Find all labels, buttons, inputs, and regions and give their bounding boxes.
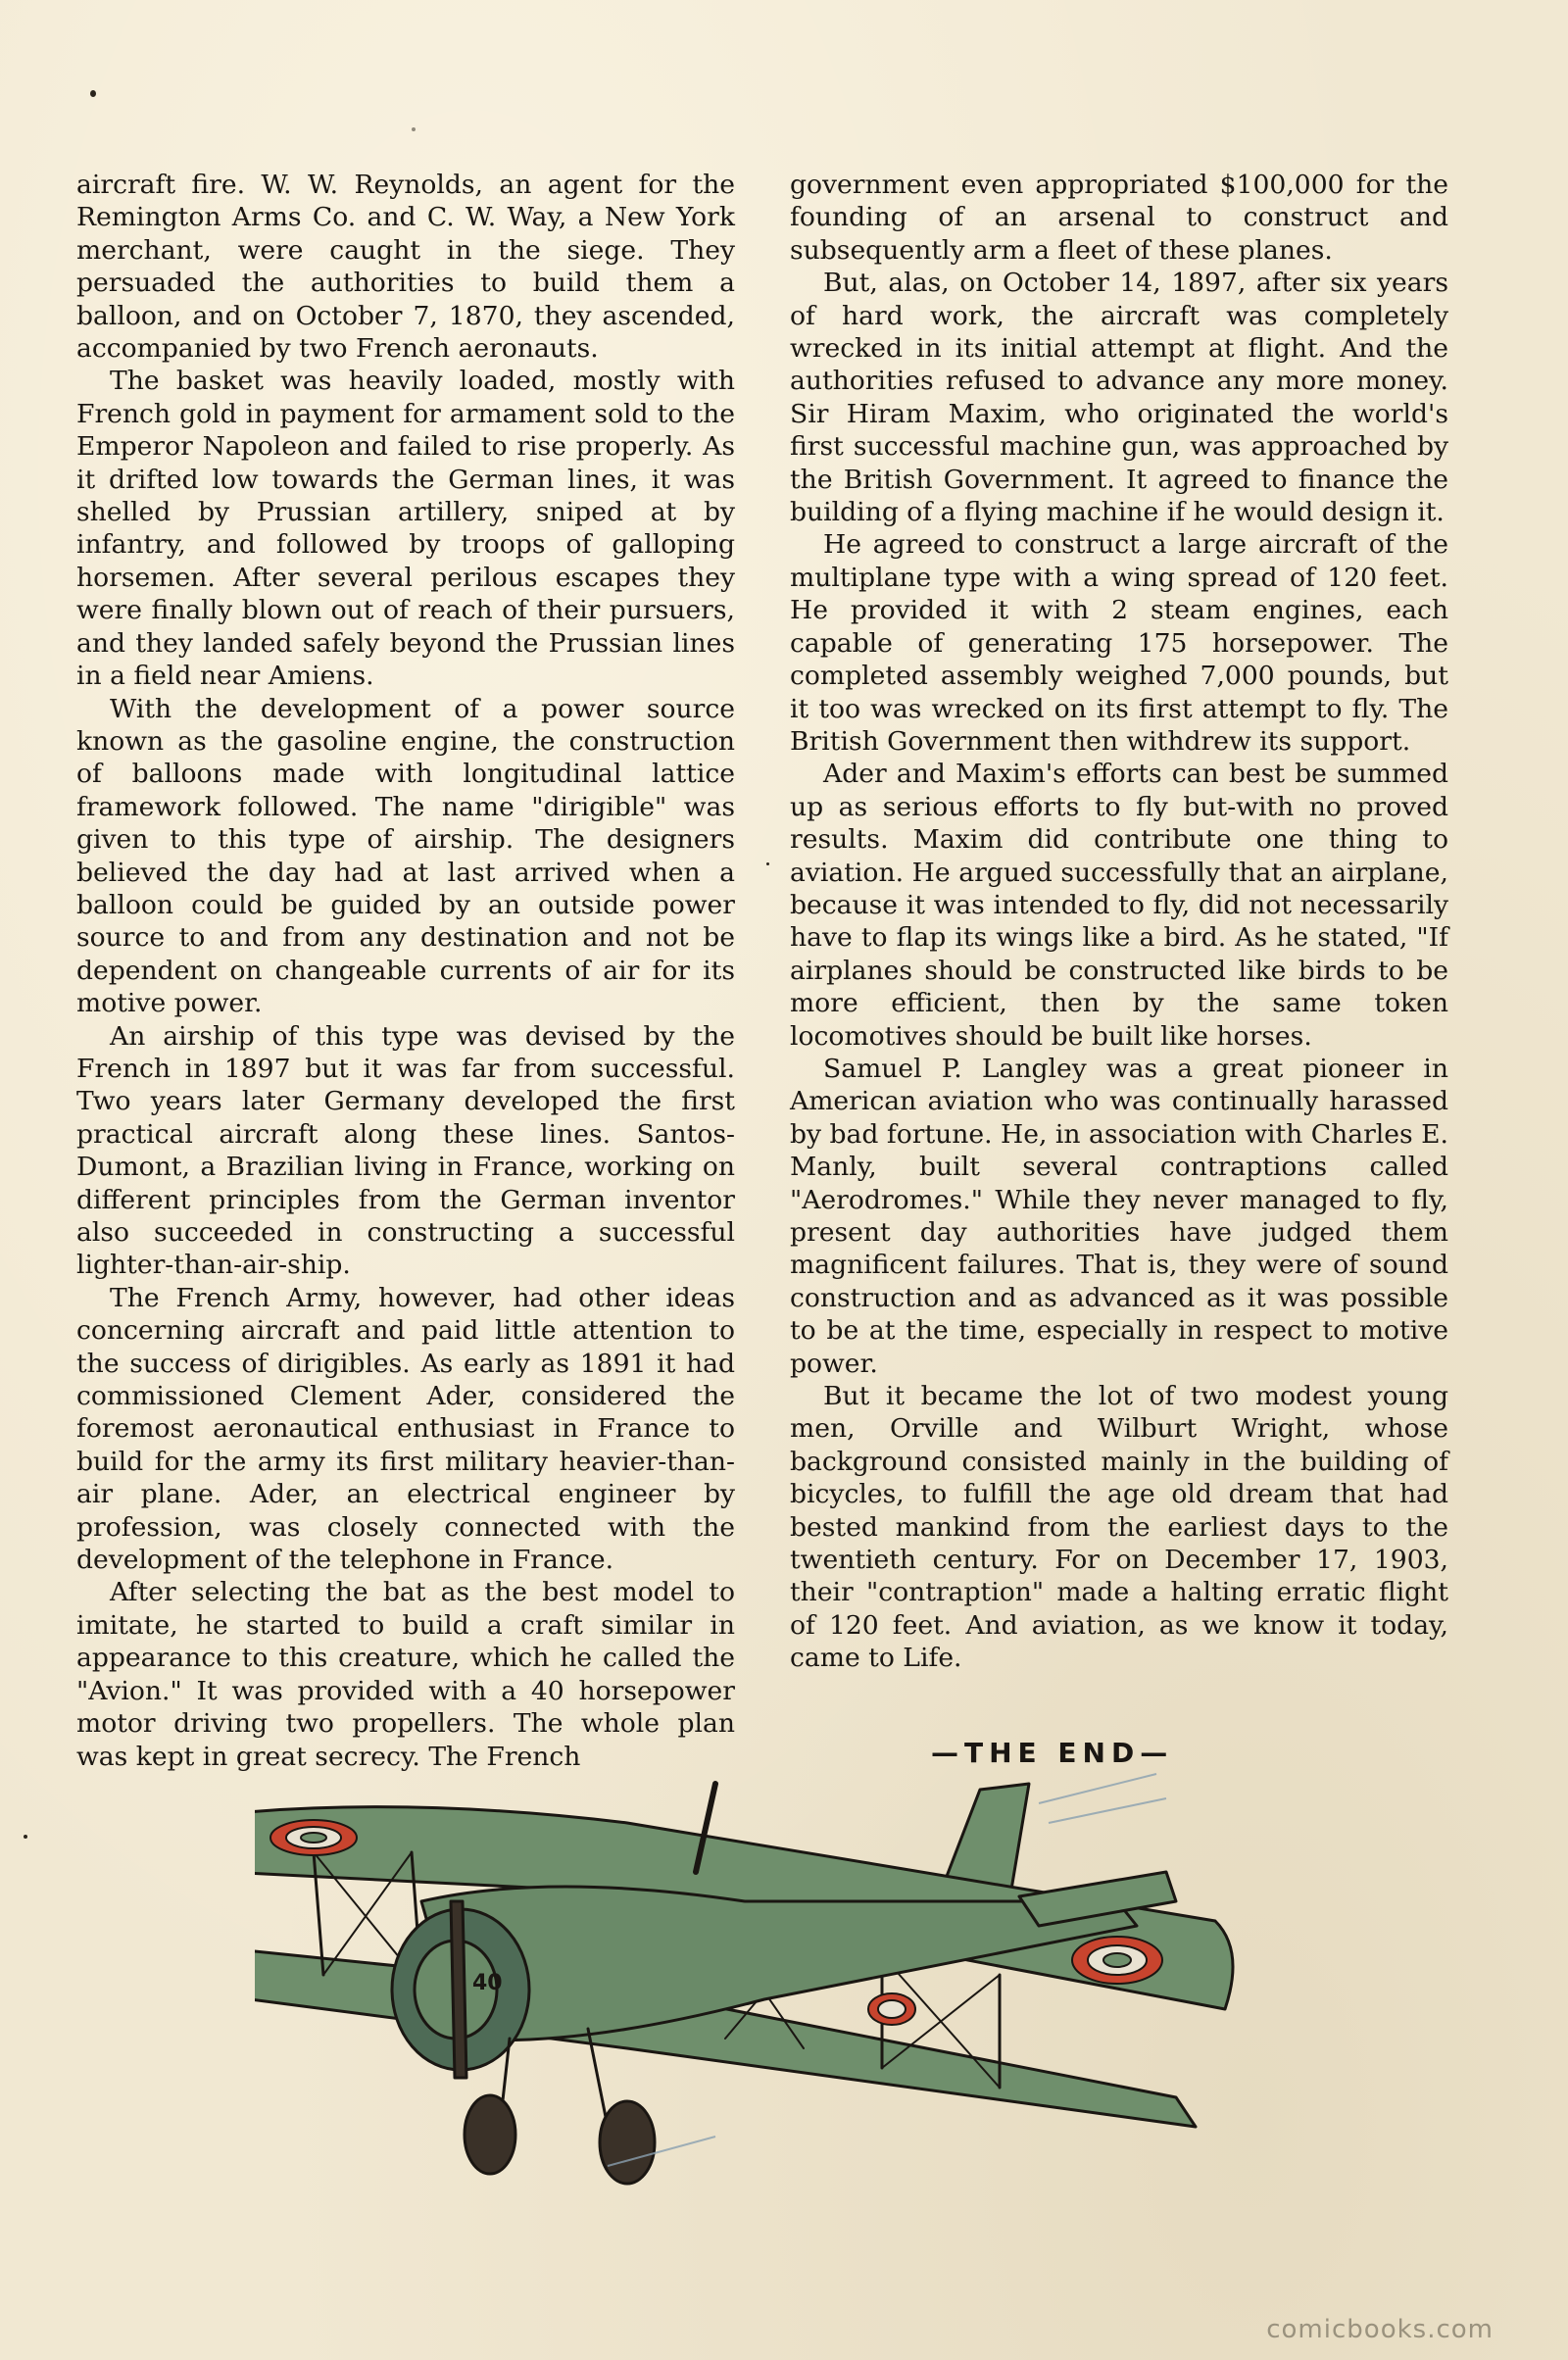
print-speck [766, 862, 769, 865]
left-text-column [76, 169, 735, 1773]
paragraph: The basket was heavily loaded, mostly with French gold in payment for armament sold to the Emperor Napoleon and failed to rise properly. As it drifted low towards the German lines, it was shelled by Prussian artillery, sniped at by infantry, and followed by troops of galloping horsemen. After several perilous escapes they were finally blown out of reach of their pursuers, and they landed safely beyond the Prussian lines in a field near Amiens. [76, 366, 735, 692]
wheel [465, 2095, 515, 2174]
print-speck [90, 90, 96, 97]
roundel [1072, 1937, 1162, 1984]
paragraph: The French Army, however, had other ideas concerning aircraft and paid little attention to the success of dirigibles. As early as 1891 it had commissioned Clement Ader, considered the foremost aeronautical enthusiast in France to build for the army its first military heavier-than-air plane. Ader, an electrical engineer by profession, was closely connected with the development of the telephone in France. [76, 1282, 735, 1576]
wheel [600, 2101, 655, 2184]
paragraph: With the development of a power source known as the gasoline engine, the construction of balloons made with longitudinal lattice framework followed. The name "dirigible" was given to this type of airship. The designers believed the day had at last arrived when a balloon could be guided by an outside power source to and from any destination and not be dependent on changeable currents of air for its motive power. [76, 693, 735, 1019]
watermark-text: comicbooks.com [1266, 2315, 1494, 2344]
paragraph: An airship of this type was devised by the French in 1897 but it was far from successful. Two years later Germany developed the first practical aircraft along these lines. Santos-Dumont, a Brazilian living in France, working on different principles from the German inventor also succeeded in constructing a successful lighter-than-air-ship. [76, 1020, 735, 1281]
roundel [270, 1820, 357, 1855]
paragraph: aircraft fire. W. W. Reynolds, an agent for the Remington Arms Co. and C. W. Way, a New York merchant, were caught in the siege. They persuaded the authorities to build them a balloon, and on October 7, 1870, they ascended, accompanied by two French aeronauts. [76, 170, 735, 365]
print-speck [412, 127, 416, 131]
paragraph: government even appropriated $100,000 for the founding of an arsenal to construct and subsequently arm a fleet of these planes. [790, 170, 1448, 266]
engine-number-label: 40 [472, 1971, 503, 1995]
print-speck [24, 1835, 27, 1839]
the-end-label: —THE END— [931, 1737, 1174, 1769]
paragraph: But, alas, on October 14, 1897, after six years of hard work, the aircraft was completely wrecked in its initial attempt at flight. And the authorities refused to advance any more money. Sir Hiram Maxim, who originated the world's first successful machine gun, was approached by the British Government. It agreed to finance the building of a flying machine if he would design it. [790, 268, 1448, 528]
paragraph: But it became the lot of two modest young men, Orville and Wilburt Wright, whose background consisted mainly in the building of bicycles, to fulfill the age old dream that had bested mankind from the earliest days to the twentieth century. For on December 17, 1903, their "contraption" made a halting erratic flight of 120 feet. And aviation, as we know it today, came to Life. [790, 1381, 1448, 1674]
paragraph: Samuel P. Langley was a great pioneer in American aviation who was continually harassed by bad fortune. He, in association with Charles E. Manly, built several contraptions called "Aerodromes." While they never managed to fly, present day authorities have judged them magnificent failures. That is, they were of sound construction and as advanced as it was possible to be at the time, especially in respect to motive power. [790, 1053, 1448, 1379]
propeller [451, 1901, 466, 2078]
roundel [868, 1993, 915, 2025]
paragraph: After selecting the bat as the best model to imitate, he started to build a craft similar in appearance to this creature, which he called the "Avion." It was provided with a 40 horsepower motor driving two propellers. The whole plan was kept in great secrecy. The French [76, 1577, 735, 1772]
paragraph: Ader and Maxim's efforts can best be summed up as serious efforts to fly but-with no proved results. Maxim did contribute one thing to aviation. He argued successfully that an airplane, because it was intended to fly, did not necessarily have to flap its wings like a bird. As he stated, "If airplanes should be constructed like birds to be more efficient, then by the same token locomotives should be built like horses. [790, 759, 1448, 1052]
right-text-column [790, 169, 1448, 1675]
biplane-illustration [255, 1754, 1392, 2205]
paragraph: He agreed to construct a large aircraft of the multiplane type with a wing spread of 120 feet. He provided it with 2 steam engines, each capable of generating 175 horsepower. The completed assembly weighed 7,000 pounds, but it too was wrecked on its first attempt to fly. The British Government then withdrew its support. [790, 529, 1448, 757]
